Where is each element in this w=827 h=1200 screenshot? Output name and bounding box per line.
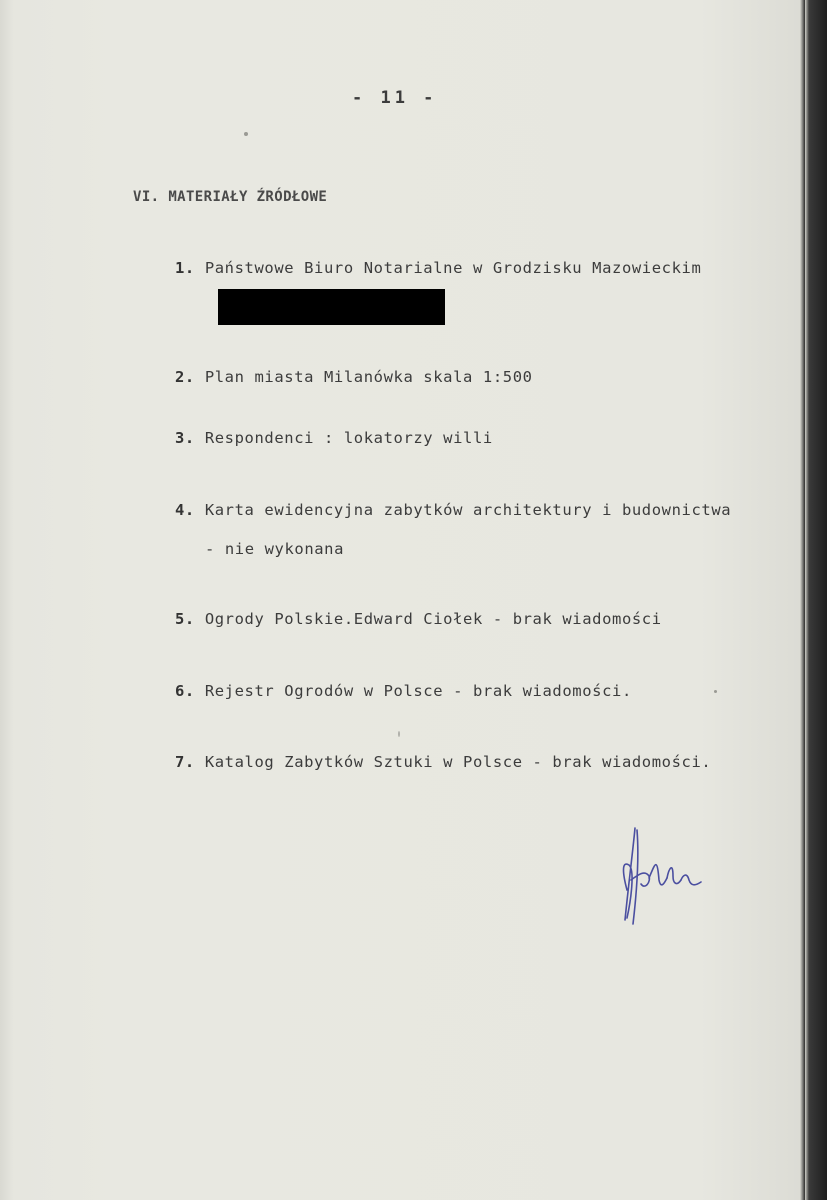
item-text: Plan miasta Milanówka skala 1:500: [204, 368, 533, 386]
page-edge-shadow: [805, 0, 827, 1200]
list-item: [175, 259, 701, 277]
list-item: [175, 753, 711, 771]
list-item: [175, 368, 533, 386]
item-text: Ogrody Polskie.Edward Ciołek - brak wiadomości: [204, 610, 662, 628]
section-heading: VI. MATERIAŁY ŹRÓDŁOWE: [133, 189, 328, 205]
item-text: Respondenci : lokatorzy willi: [204, 429, 493, 447]
item-number: 4.: [175, 501, 195, 519]
item-text: Karta ewidencyjna zabytków architektury i budownictwa: [204, 501, 732, 519]
item-text: Rejestr Ogrodów w Polsce - brak wiadomości.: [204, 682, 632, 700]
item-number: 1.: [175, 259, 195, 277]
item-number: 6.: [175, 682, 195, 700]
list-item: [175, 682, 632, 700]
item-text: Państwowe Biuro Notarialne w Grodzisku Mazowieckim: [204, 259, 702, 277]
handwritten-signature: [615, 820, 715, 930]
item-number: 5.: [175, 610, 195, 628]
list-item: [175, 610, 662, 628]
item-text: Katalog Zabytków Sztuki w Polsce - brak wiadomości.: [204, 753, 712, 771]
item-number: 3.: [175, 429, 195, 447]
redaction-block: [218, 289, 445, 325]
item-number: 7.: [175, 753, 195, 771]
list-item: [175, 429, 493, 447]
page-number: - 11 -: [352, 88, 438, 108]
paper-speck: [714, 690, 717, 693]
paper-speck: [398, 731, 400, 737]
item-continuation: - nie wykonana: [205, 540, 345, 558]
list-item: [175, 501, 731, 519]
item-number: 2.: [175, 368, 195, 386]
paper-speck: [244, 132, 248, 136]
